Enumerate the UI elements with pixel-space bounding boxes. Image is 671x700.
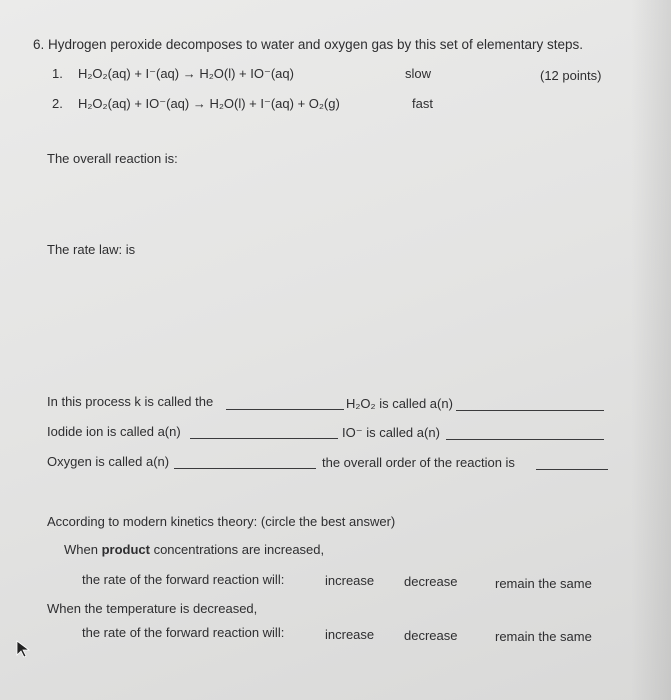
q1-suffix: concentrations are increased, [149,542,325,557]
io-answer-blank[interactable] [446,439,604,440]
step-2-equation: H₂O₂(aq) + IO⁻(aq) → H₂O(l) + I⁻(aq) + O₂(g) [78,96,340,111]
kinetics-question-1 [64,542,324,557]
q2-prompt: the rate of the forward reaction will: [82,625,285,640]
iodide-answer-blank[interactable] [190,438,338,439]
q1-choice-decrease[interactable]: decrease [404,574,458,589]
order-label: the overall order of the reaction is [322,455,515,470]
q2-choice-increase[interactable]: increase [325,627,375,642]
overall-reaction-label: The overall reaction is: [47,151,178,166]
k-answer-blank[interactable] [226,409,344,410]
io-label: IO⁻ is called a(n) [342,425,440,440]
h2o2-label: H₂O₂ is called a(n) [346,396,453,411]
iodide-label: Iodide ion is called a(n) [47,424,181,439]
step-2-number: 2. [52,96,63,111]
step-1-speed: slow [405,66,432,81]
mouse-pointer-icon [16,640,32,658]
oxygen-answer-blank[interactable] [174,468,316,469]
q2-choice-decrease[interactable]: decrease [404,628,458,643]
q1-prefix: When [64,542,102,557]
q1-prompt: the rate of the forward reaction will: [82,572,285,587]
step-1-equation: H₂O₂(aq) + I⁻(aq) → H₂O(l) + IO⁻(aq) [78,66,294,81]
oxygen-label: Oxygen is called a(n) [47,454,170,469]
order-answer-blank[interactable] [536,469,608,470]
k-label: In this process k is called the [47,394,214,409]
q1-emphasis: product [101,542,150,557]
q2-choice-remain-same[interactable]: remain the same [495,629,592,644]
points-label: (12 points) [540,68,602,83]
question-title: 6. Hydrogen peroxide decomposes to water and oxygen gas by this set of elementary steps. [33,37,584,52]
q1-choice-increase[interactable]: increase [325,573,375,588]
step-1-number: 1. [52,66,63,81]
kinetics-question-2: When the temperature is decreased, [47,601,258,616]
q1-choice-remain-same[interactable]: remain the same [495,576,592,591]
rate-law-label: The rate law: is [47,242,136,257]
kinetics-heading: According to modern kinetics theory: (circle the best answer) [47,514,396,529]
step-2-speed: fast [412,96,433,111]
h2o2-answer-blank[interactable] [456,410,604,411]
